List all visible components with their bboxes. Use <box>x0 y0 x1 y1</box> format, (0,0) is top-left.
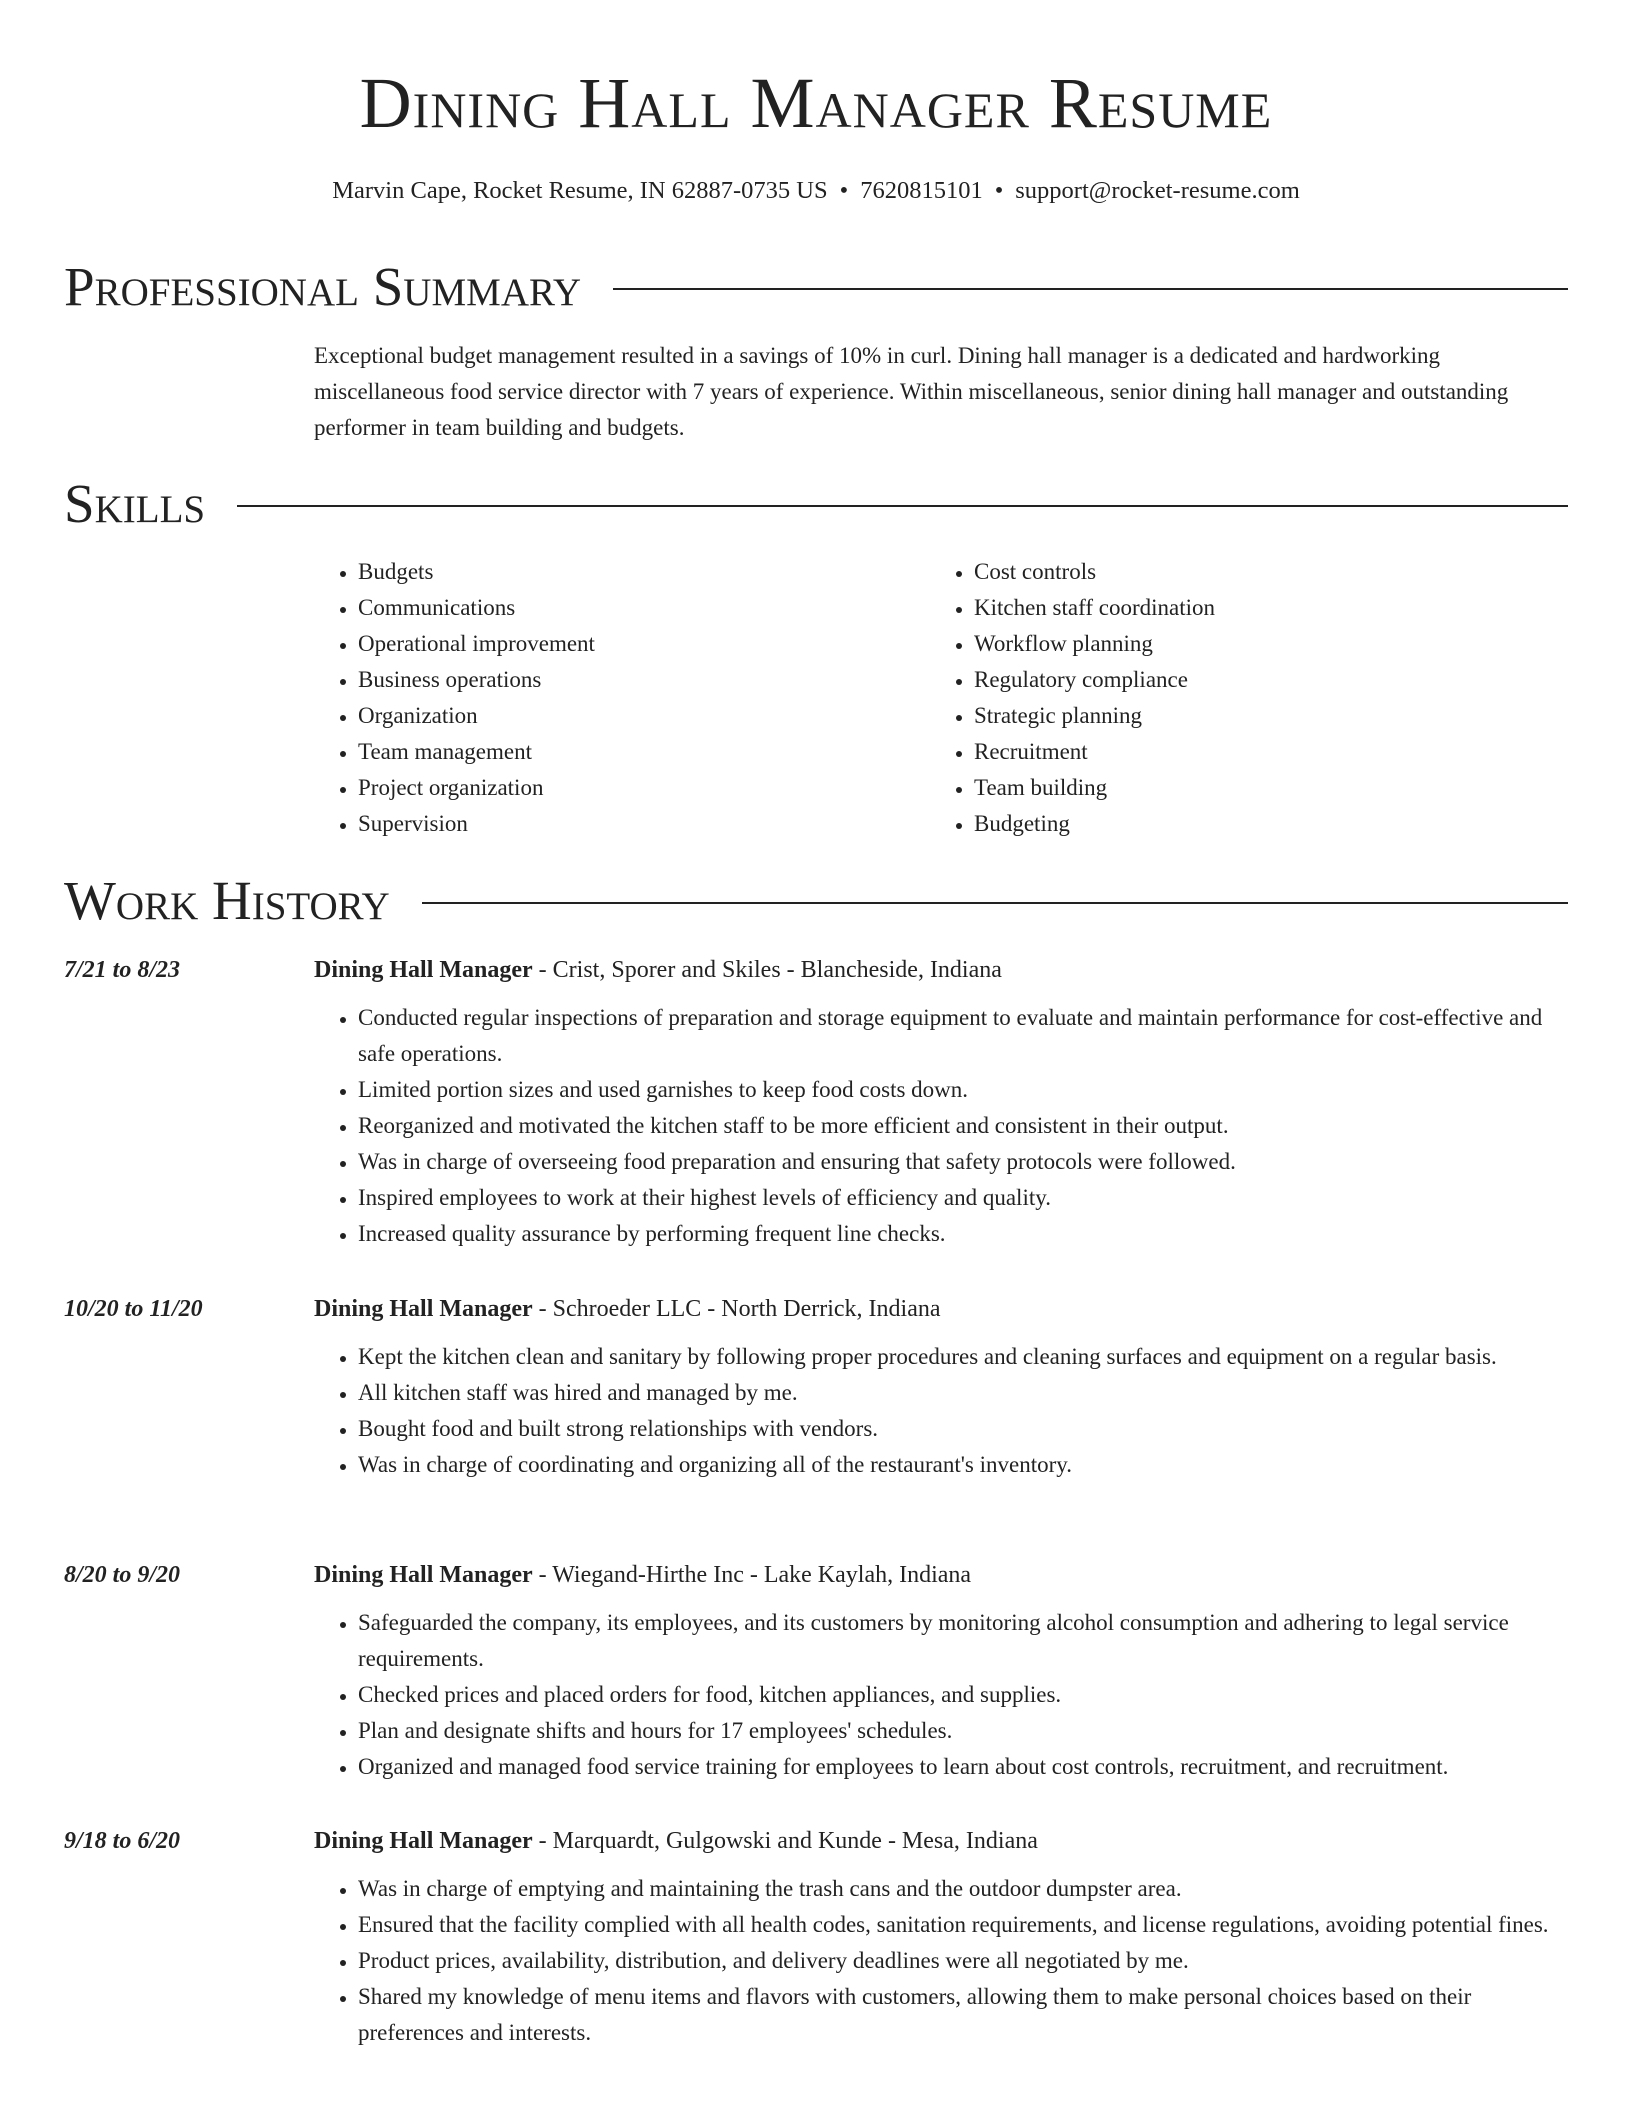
job-details: - Crist, Sporer and Skiles - Blancheside, Indiana <box>532 957 1002 983</box>
job-bullets <box>314 1339 1568 1483</box>
skill-item: • Organization <box>358 698 930 734</box>
job-bullet: • Increased quality assurance by performing frequent line checks. <box>358 1216 1568 1252</box>
job-bullet: • Plan and designate shifts and hours for 17 employees' schedules. <box>358 1713 1568 1749</box>
job-dates: 8/20 to 9/20 <box>64 1562 181 1588</box>
skills-section-title: Skills <box>64 473 206 534</box>
job-bullet: • Inspired employees to work at their highest levels of efficiency and quality. <box>358 1180 1568 1216</box>
job-bullet: • Kept the kitchen clean and sanitary by following proper procedures and cleaning surfaces and equipment on a regular basis. <box>358 1339 1568 1375</box>
job-bullet: • Shared my knowledge of menu items and flavors with customers, allowing them to make personal choices based on their preferences and interests. <box>358 1979 1568 2051</box>
contact-email[interactable]: support@rocket-resume.com <box>1015 177 1300 204</box>
skill-item: • Project organization <box>358 770 930 806</box>
job-bullets <box>314 1000 1568 1252</box>
job-bullet: • Reorganized and motivated the kitchen staff to be more efficient and consistent in their output. <box>358 1108 1568 1144</box>
summary-section-title: Professional Summary <box>64 256 582 317</box>
job-bullets <box>314 1605 1568 1785</box>
skill-item: • Strategic planning <box>974 698 1546 734</box>
job-bullet: • Product prices, availability, distribution, and delivery deadlines were all negotiated by me. <box>358 1943 1568 1979</box>
job-details: - Wiegand-Hirthe Inc - Lake Kaylah, Indiana <box>532 1562 972 1588</box>
job-role: Dining Hall Manager <box>314 1296 533 1322</box>
skill-item: • Communications <box>358 590 930 626</box>
contact-separator: • <box>839 177 849 204</box>
summary-text: Exceptional budget management resulted in a savings of 10% in curl. Dining hall manager is a dedicated and hardworking miscellaneous food service director with 7 years of experience. Within miscellaneous, senior dining hall manager and outstanding performer in team building and budgets. <box>314 343 1509 440</box>
job-dates: 9/18 to 6/20 <box>64 1828 181 1854</box>
job-bullet: • Bought food and built strong relationships with vendors. <box>358 1411 1568 1447</box>
job-details: - Schroeder LLC - North Derrick, Indiana <box>532 1296 941 1322</box>
skills-column-right <box>930 554 1546 842</box>
skill-item: • Kitchen staff coordination <box>974 590 1546 626</box>
skill-item: • Workflow planning <box>974 626 1546 662</box>
job-heading <box>314 1823 1038 1859</box>
skill-item: • Cost controls <box>974 554 1546 590</box>
skills-list <box>314 554 1568 842</box>
job-heading <box>314 952 1002 988</box>
job-bullet: • Conducted regular inspections of preparation and storage equipment to evaluate and maintain performance for cost-effective and safe operations. <box>358 1000 1568 1072</box>
job-role: Dining Hall Manager <box>314 1562 533 1588</box>
contact-line <box>0 174 1632 208</box>
skill-item: • Recruitment <box>974 734 1546 770</box>
job-bullets <box>314 1871 1568 2051</box>
job-bullet: • Organized and managed food service training for employees to learn about cost controls, recruitment, and recruitment. <box>358 1749 1568 1785</box>
skills-column-left <box>314 554 930 842</box>
skill-item: • Supervision <box>358 806 930 842</box>
section-divider <box>237 505 1568 507</box>
skill-item: • Regulatory compliance <box>974 662 1546 698</box>
skills-section-header <box>64 469 1568 539</box>
work-section-header <box>64 866 1568 936</box>
skill-item: • Budgeting <box>974 806 1546 842</box>
job-bullet: • Checked prices and placed orders for food, kitchen appliances, and supplies. <box>358 1677 1568 1713</box>
contact-separator: • <box>994 177 1004 204</box>
work-section-title: Work History <box>64 870 390 931</box>
section-divider <box>613 288 1568 290</box>
page-title: Dining Hall Manager Resume <box>359 63 1273 143</box>
skill-item: • Budgets <box>358 554 930 590</box>
contact-phone: 7620815101 <box>860 177 983 204</box>
job-dates: 10/20 to 11/20 <box>64 1296 203 1322</box>
job-heading <box>314 1291 941 1327</box>
job-heading <box>314 1557 971 1593</box>
skill-item: • Team building <box>974 770 1546 806</box>
job-details: - Marquardt, Gulgowski and Kunde - Mesa, Indiana <box>532 1828 1038 1854</box>
skill-item: • Operational improvement <box>358 626 930 662</box>
job-bullet: • Was in charge of coordinating and organizing all of the restaurant's inventory. <box>358 1447 1568 1483</box>
job-bullet: • Limited portion sizes and used garnishes to keep food costs down. <box>358 1072 1568 1108</box>
job-role: Dining Hall Manager <box>314 957 533 983</box>
job-bullet: • Safeguarded the company, its employees, and its customers by monitoring alcohol consumption and adhering to legal service requirements. <box>358 1605 1568 1677</box>
skill-item: • Business operations <box>358 662 930 698</box>
summary-section-header <box>64 252 1568 322</box>
job-bullet: • Ensured that the facility complied with all health codes, sanitation requirements, and license regulations, avoiding potential fines. <box>358 1907 1568 1943</box>
job-bullet: • Was in charge of overseeing food preparation and ensuring that safety protocols were followed. <box>358 1144 1568 1180</box>
section-divider <box>422 902 1568 904</box>
job-bullet: • All kitchen staff was hired and managed by me. <box>358 1375 1568 1411</box>
contact-address: Marvin Cape, Rocket Resume, IN 62887-0735 US <box>332 177 828 204</box>
job-dates: 7/21 to 8/23 <box>64 957 181 983</box>
job-role: Dining Hall Manager <box>314 1828 533 1854</box>
job-bullet: • Was in charge of emptying and maintaining the trash cans and the outdoor dumpster area. <box>358 1871 1568 1907</box>
skill-item: • Team management <box>358 734 930 770</box>
